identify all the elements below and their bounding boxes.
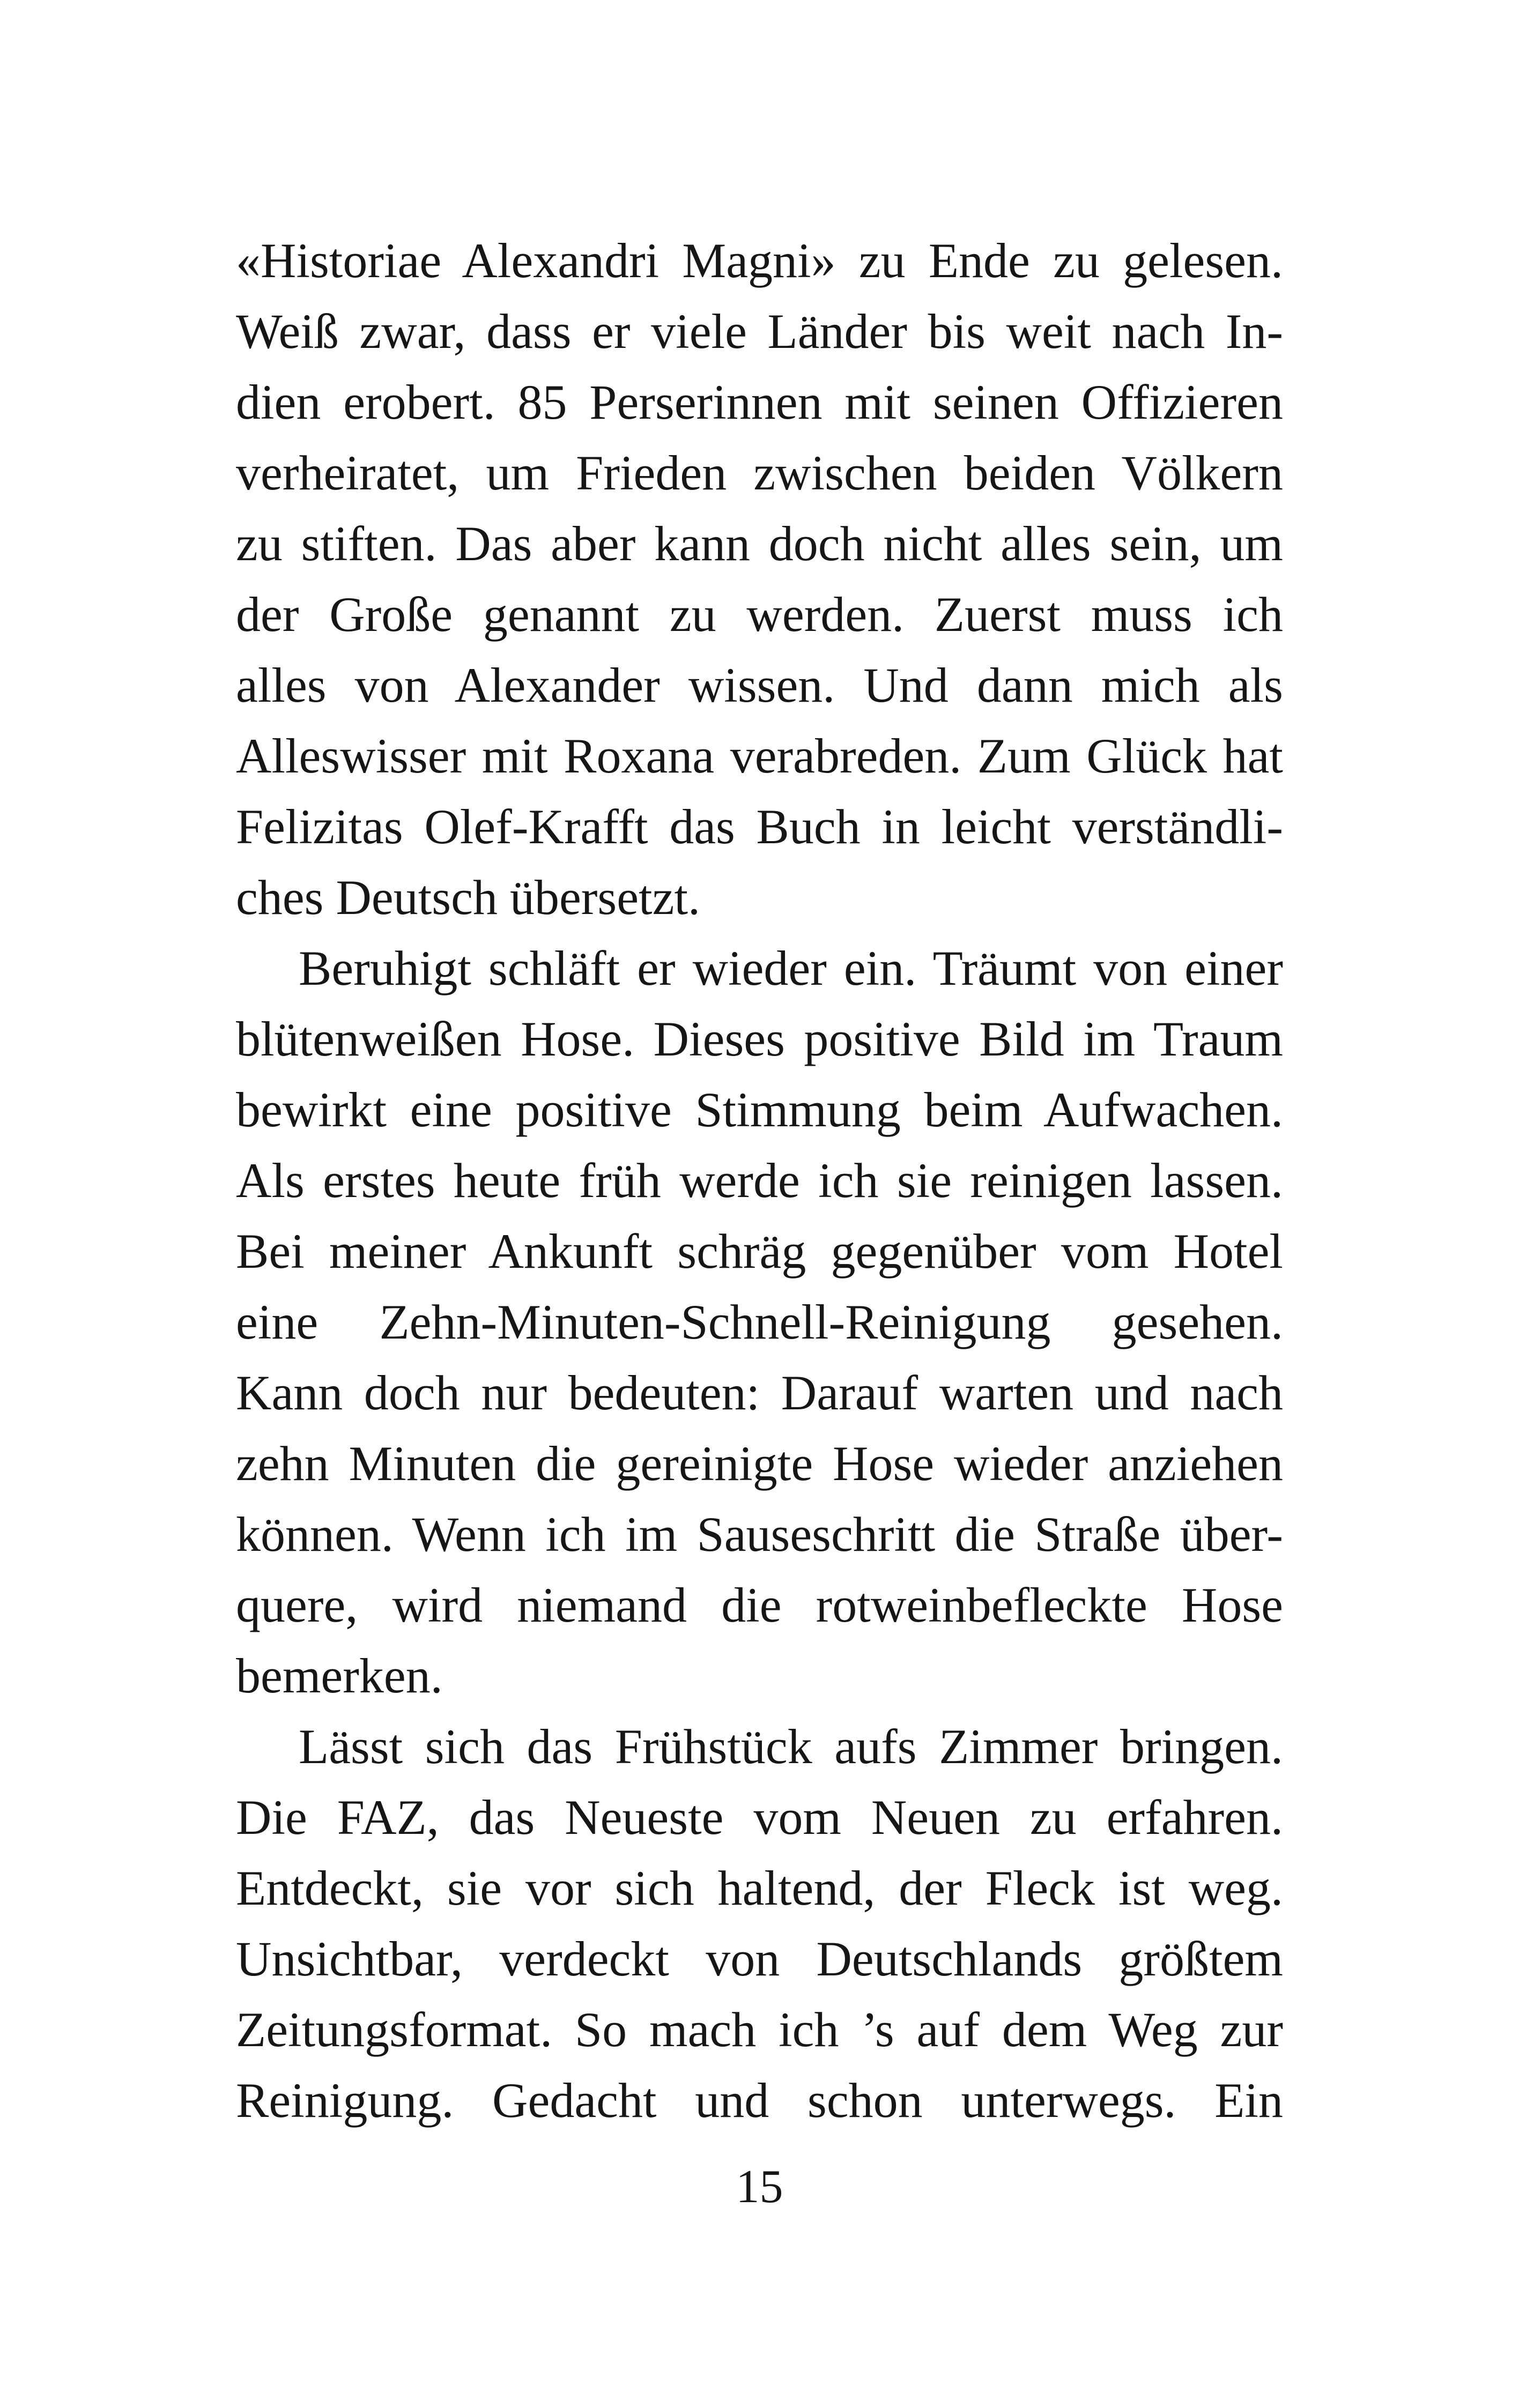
text-line: Beruhigt schläft er wieder ein. Träumt von einer (299, 941, 1283, 995)
text-line: zehn Minuten die gereinigte Hose wieder anziehen (236, 1436, 1283, 1491)
text-line: ches Deutsch übersetzt. (236, 870, 701, 925)
text-line: zu stiften. Das aber kann doch nicht alles sein, um (236, 516, 1283, 571)
text-line: Reinigung. Gedacht und schon unterwegs. Ein (236, 2073, 1283, 2128)
text-line: Bei meiner Ankunft schräg gegenüber vom Hotel (236, 1224, 1283, 1279)
text-line: dien erobert. 85 Perserinnen mit seinen Offizieren (236, 375, 1283, 429)
text-line: Entdeckt, sie vor sich haltend, der Fleck ist weg. (236, 1861, 1283, 1915)
text-line: der Große genannt zu werden. Zuerst muss ich (236, 587, 1283, 642)
page-number: 15 (736, 2161, 783, 2213)
text-line: Weiß zwar, dass er viele Länder bis weit nach In- (236, 304, 1283, 359)
text-line: Unsichtbar, verdeckt von Deutschlands größtem (236, 1931, 1283, 1986)
text-line: Lässt sich das Frühstück aufs Zimmer bringen. (299, 1719, 1283, 1774)
text-line: blütenweißen Hose. Dieses positive Bild im Traum (236, 1012, 1283, 1066)
text-line: bewirkt eine positive Stimmung beim Aufwachen. (236, 1082, 1283, 1137)
text-line: Felizitas Olef-Krafft das Buch in leicht verständli- (236, 799, 1283, 854)
text-line: alles von Alexander wissen. Und dann mich als (236, 658, 1283, 712)
text-line: verheiratet, um Frieden zwischen beiden Völkern (236, 445, 1283, 500)
text-line: können. Wenn ich im Sauseschritt die Straße über- (236, 1507, 1283, 1562)
text-line: eine Zehn-Minuten-Schnell-Reinigung gesehen. (236, 1295, 1283, 1349)
text-line: bemerken. (236, 1648, 443, 1703)
text-line: Kann doch nur bedeuten: Darauf warten und nach (236, 1365, 1283, 1420)
body-text (236, 225, 1283, 2136)
text-line: Zeitungsformat. So mach ich ’s auf dem Weg zur (236, 2002, 1283, 2057)
text-line: «Historiae Alexandri Magni» zu Ende zu gelesen. (236, 233, 1283, 288)
text-line: Als erstes heute früh werde ich sie reinigen lassen. (236, 1153, 1283, 1208)
text-line: quere, wird niemand die rotweinbefleckte Hose (236, 1578, 1283, 1632)
text-line: Die FAZ, das Neueste vom Neuen zu erfahren. (236, 1790, 1283, 1845)
text-line: Alleswisser mit Roxana verabreden. Zum Glück hat (236, 729, 1283, 783)
